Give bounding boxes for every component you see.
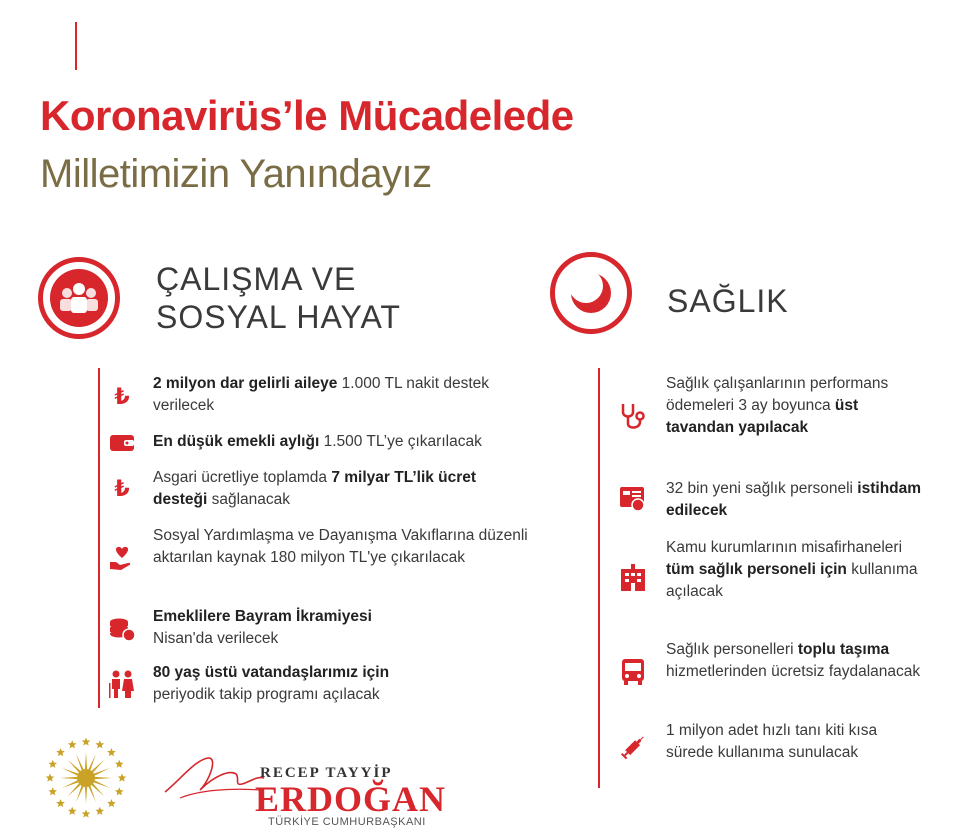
seal-ray: [88, 786, 96, 802]
seal-ray: [92, 784, 105, 797]
elderly-icon: [107, 669, 137, 699]
syringe-icon: [618, 733, 648, 763]
seal-star: [48, 787, 57, 795]
lira-icon: ₺: [114, 384, 130, 409]
seal-ray: [76, 754, 84, 770]
page-title: Koronavirüs’le Mücadelede: [40, 92, 574, 139]
right-section-title: SAĞLIK: [667, 283, 789, 319]
seal-ray: [88, 754, 96, 770]
seal-star: [96, 740, 105, 748]
signature-icon: [160, 740, 270, 810]
seal-star: [48, 760, 57, 768]
left-section-title-1: ÇALIŞMA VE: [156, 261, 357, 297]
list-item: Sosyal Yardımlaşma ve Dayanışma Vakıflarına düzenli aktarılan kaynak 180 milyon TL'ye çıkarılacak: [153, 527, 528, 566]
seal-ray: [76, 786, 84, 802]
top-accent-rule: [75, 22, 77, 70]
list-item: Sağlık çalışanlarının performans ödemeleri 3 ay boyunca üst tavandan yapılacak: [666, 375, 889, 436]
list-item: En düşük emekli aylığı 1.500 TL’ye çıkarılacak: [153, 433, 482, 450]
seal-star: [56, 799, 65, 807]
seal-star: [115, 787, 124, 795]
seal-ray: [62, 768, 78, 776]
list-item: Emeklilere Bayram İkramiyesi Nisan'da verilecek: [153, 608, 372, 647]
list-item: 32 bin yeni sağlık personeli istihdam edilecek: [666, 480, 922, 519]
heart-hand-icon: [107, 543, 137, 573]
seal-star: [82, 810, 91, 818]
wallet-icon: [107, 427, 137, 457]
left-divider: [98, 368, 100, 708]
seal-ray: [60, 777, 77, 779]
seal-ray: [92, 760, 105, 773]
seal-ray: [94, 768, 110, 776]
seal-star: [96, 807, 105, 815]
seal-star: [46, 774, 55, 782]
seal-ray: [94, 780, 110, 788]
building-icon: [618, 563, 648, 593]
list-item: Sağlık personelleri toplu taşıma hizmetlerinden ücretsiz faydalanacak: [666, 641, 921, 680]
list-item: 2 milyon dar gelirli aileye 1.000 TL nakit destek verilecek: [153, 375, 490, 414]
seal-ray: [68, 784, 81, 797]
seal-star: [118, 774, 127, 782]
lira-icon: ₺: [114, 476, 130, 501]
list-item: 1 milyon adet hızlı tanı kiti kısa sürede kullanıma sunulacak: [666, 722, 878, 761]
list-item: Kamu kurumlarının misafirhaneleri tüm sağlık personeli için kullanıma açılacak: [666, 539, 918, 600]
seal-ray: [85, 752, 87, 769]
seal-ray: [95, 777, 112, 779]
seal-star: [107, 748, 116, 756]
coins-icon: [107, 613, 137, 643]
health-badge: [550, 252, 632, 334]
seal-star: [68, 740, 77, 748]
seal-sun: [77, 769, 95, 787]
seal-star: [115, 760, 124, 768]
list-item: Asgari ücretliye toplamda 7 milyar TL’lik ücret desteği sağlanacak: [153, 469, 477, 508]
staff-icon: [618, 483, 648, 513]
crescent-icon: [562, 264, 620, 322]
seal-ray: [62, 780, 78, 788]
signature-last-name: ERDOĞAN: [255, 779, 447, 819]
left-section-title-2: SOSYAL HAYAT: [156, 299, 401, 335]
bus-icon: [618, 657, 648, 687]
seal-star: [82, 738, 91, 746]
seal-ray: [68, 760, 81, 773]
right-divider: [598, 368, 600, 788]
seal-star: [107, 799, 116, 807]
seal-star: [56, 748, 65, 756]
presidential-seal-icon: [44, 736, 128, 820]
list-item: 80 yaş üstü vatandaşlarımız için periyodik takip programı açılacak: [153, 664, 390, 703]
stethoscope-icon: [618, 402, 648, 432]
work-life-badge: [38, 257, 120, 339]
seal-ray: [85, 787, 87, 804]
signature-caption: TÜRKİYE CUMHURBAŞKANI: [268, 816, 426, 828]
workers-icon: [50, 269, 108, 327]
seal-star: [68, 807, 77, 815]
signature-first-name: RECEP TAYYİP: [260, 765, 393, 781]
page-subtitle: Milletimizin Yanındayız: [40, 152, 432, 196]
